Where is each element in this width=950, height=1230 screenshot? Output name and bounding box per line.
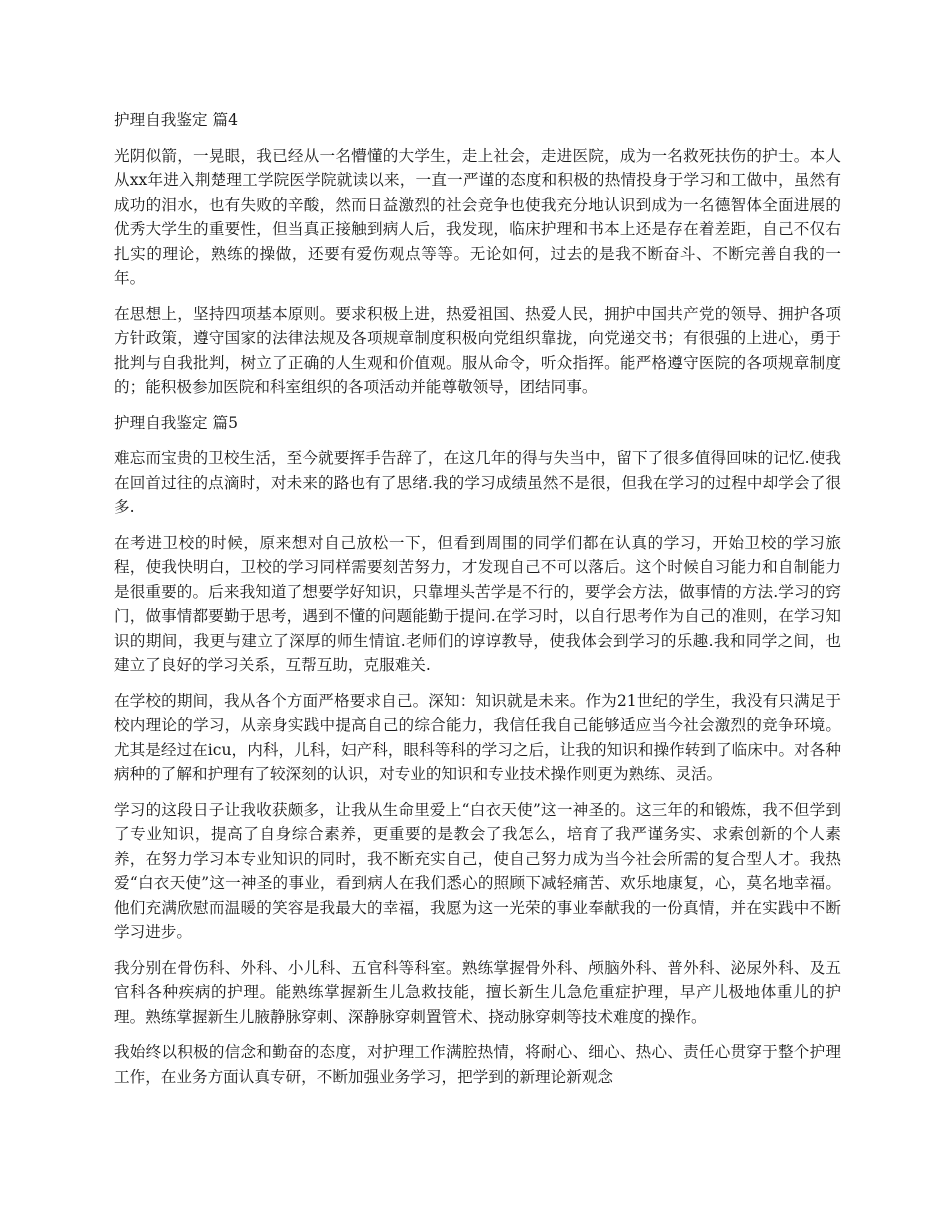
paragraph: 难忘而宝贵的卫校生活，至今就要挥手告辞了，在这几年的得与失当中，留下了很多值得回味的记忆.使我在回首过往的点滴时，对未来的路也有了思绪.我的学习成绩虽然不是很，但我在学习的过程中却学会了很多. xyxy=(114,449,841,516)
paragraph: 我分别在骨伤科、外科、小儿科、五官科等科室。熟练掌握骨外科、颅脑外科、普外科、泌尿外科、及五官科各种疾病的护理。能熟练掌握新生儿急救技能，擅长新生儿急危重症护理，早产儿极地体重儿的护理。熟练掌握新生儿腋静脉穿刺、深静脉穿刺置管术、挠动脉穿刺等技术难度的操作。 xyxy=(114,958,841,1026)
section-5 xyxy=(114,411,841,1090)
section-heading: 护理自我鉴定 篇5 xyxy=(114,413,239,432)
paragraph: 光阴似箭，一晃眼，我已经从一名懵懂的大学生，走上社会，走进医院，成为一名救死扶伤的护士。本人从xx年进入荆楚理工学院医学院就读以来，一直一严谨的态度和积极的热情投身于学习和工做中，虽然有成功的泪水，也有失败的辛酸，然而日益激烈的社会竞争也使我充分地认识到成为一名德智体全面进展的优秀大学生的重要性，但当真正接触到病人后，我发现，临床护理和书本上还是存在着差距，自己不仅右扎实的理论，熟练的操做，还要有爱伤观点等等。无论如何，过去的是我不断奋斗、不断完善自我的一年。 xyxy=(114,146,841,287)
section-heading: 护理自我鉴定 篇4 xyxy=(114,111,239,129)
document-page xyxy=(114,108,841,1100)
paragraph: 在思想上，坚持四项基本原则。要求积极上进，热爱祖国、热爱人民，拥护中国共产党的领导、拥护各项方针政策，遵守国家的法律法规及各项规章制度积极向党组织靠拢，向党递交书；有很强的上进心，勇于批判与自我批判，树立了正确的人生观和价值观。服从命令，听众指挥。能严格遵守医院的各项规章制度的；能积极参加医院和科室组织的各项活动并能尊敬领导，团结同事。 xyxy=(114,304,841,396)
section-4 xyxy=(114,108,841,400)
paragraph: 学习的这段日子让我收获颇多，让我从生命里爱上“白衣天使”这一神圣的。这三年的和锻炼，我不但学到了专业知识，提高了自身综合素养，更重要的是教会了我怎么，培育了我严谨务实、求索创新的个人素养，在努力学习本专业知识的同时，我不断充实自己，使自己努力成为当今社会所需的复合型人才。我热爱“白衣天使”这一神圣的事业，看到病人在我们悉心的照顾下减轻痛苦、欢乐地康复，心，莫名地幸福。他们充满欣慰而温暖的笑容是我最大的幸福，我愿为这一光荣的事业奉献我的一份真情，并在实践中不断学习进步。 xyxy=(114,800,841,941)
paragraph: 我始终以积极的信念和勤奋的态度，对护理工作满腔热情，将耐心、细心、热心、责任心贯穿于整个护理工作，在业务方面认真专研，不断加强业务学习，把学到的新理论新观念 xyxy=(114,1043,841,1086)
paragraph: 在考进卫校的时候，原来想对自己放松一下，但看到周围的同学们都在认真的学习，开始卫校的学习旅程，使我快明白，卫校的学习同样需要刻苦努力，才发现自己不可以落后。这个时候自习能力和自制能力是很重要的。后来我知道了想要学好知识，只靠埋头苦学是不行的，要学会方法，做事情的方法.学习的窍门，做事情都要勤于思考，遇到不懂的问题能勤于提问.在学习时，以自行思考作为自己的准则，在学习知识的期间，我更与建立了深厚的师生情谊.老师们的谆谆教导，使我体会到学习的乐趣.我和同学之间，也建立了良好的学习关系，互帮互助，克服难关. xyxy=(114,533,841,674)
paragraph: 在学校的期间，我从各个方面严格要求自己。深知：知识就是未来。作为21世纪的学生，我没有只满足于校内理论的学习，从亲身实践中提高自己的综合能力，我信任我自己能够适应当今社会激烈的竞争环境。尤其是经过在icu，内科，儿科，妇产科，眼科等科的学习之后，让我的知识和操作转到了临床中。对各种病种的了解和护理有了较深刻的认识，对专业的知识和专业技术操作则更为熟练、灵活。 xyxy=(114,691,841,783)
